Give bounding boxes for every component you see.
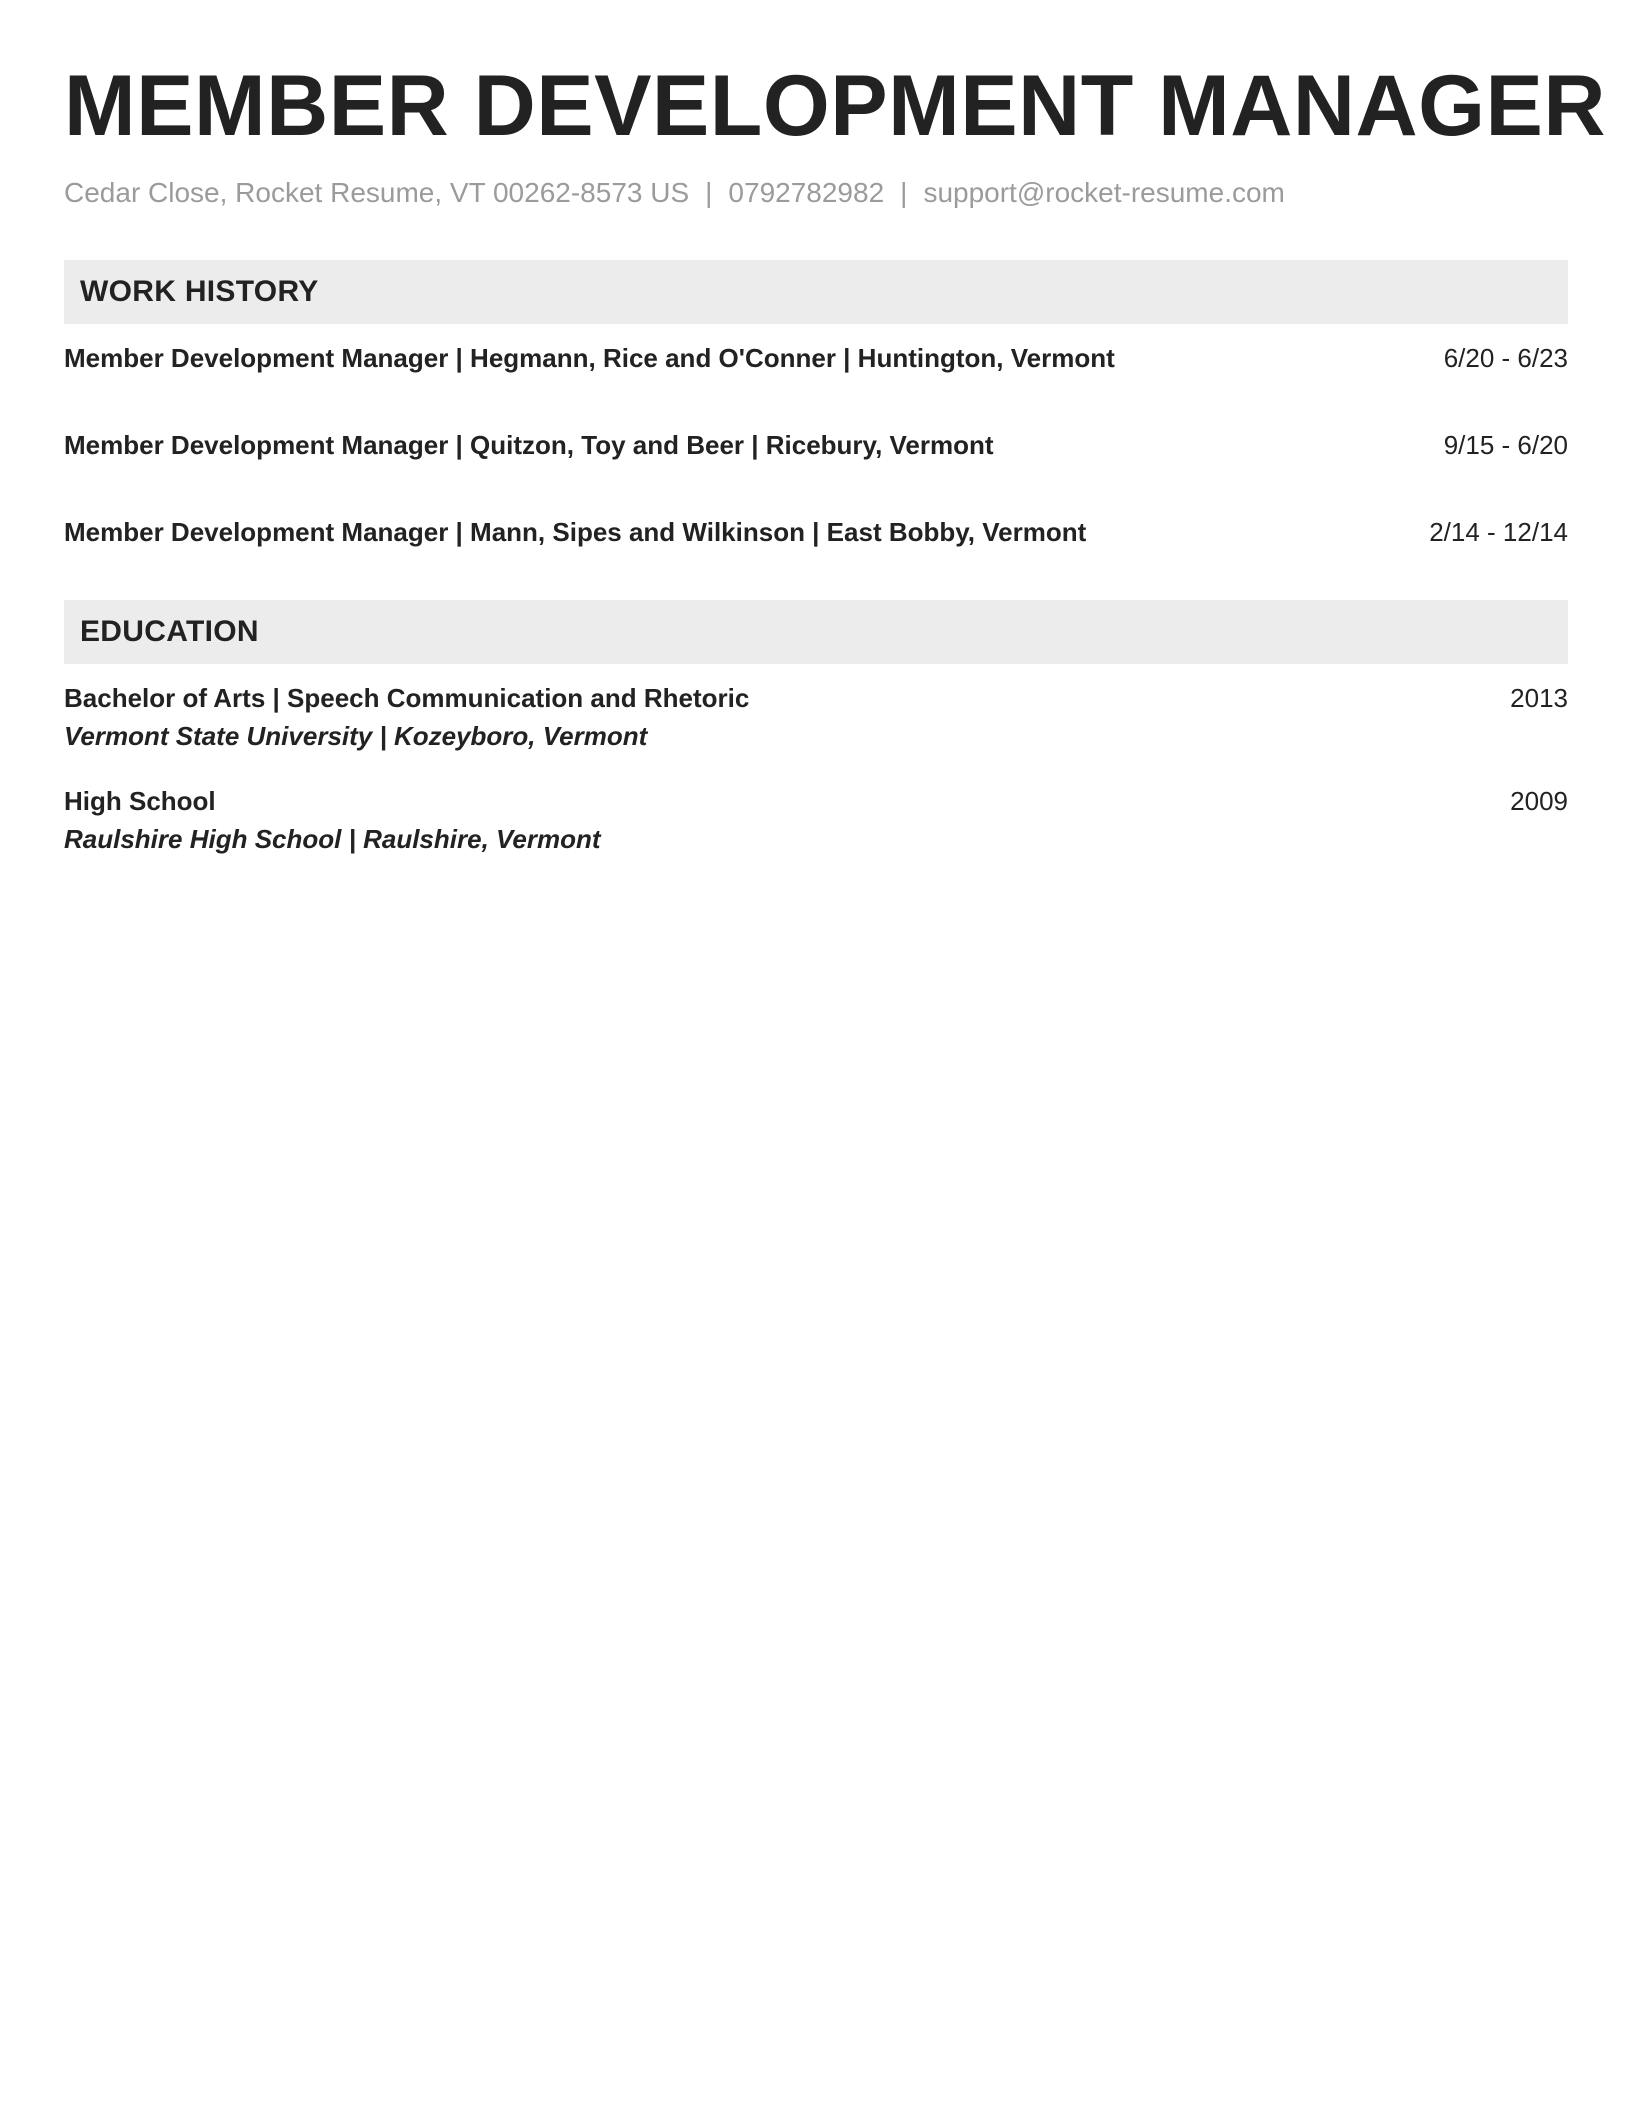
education-details: [64, 785, 601, 855]
contact-line: [64, 176, 1568, 210]
education-year: 2009: [1510, 786, 1568, 816]
work-history-entry: [64, 516, 1568, 548]
job-dates: 9/15 - 6/20: [1443, 430, 1568, 460]
contact-separator: |: [900, 177, 908, 208]
education-entry: [64, 682, 1568, 752]
job-dates: 2/14 - 12/14: [1429, 517, 1568, 547]
contact-address: Cedar Close, Rocket Resume, VT 00262-8573 US: [64, 177, 690, 208]
resume-name: MEMBER DEVELOPMENT MANAGER: [64, 58, 1606, 154]
contact-email: support@rocket-resume.com: [923, 177, 1285, 208]
contact-separator: |: [705, 177, 713, 208]
job-heading: Member Development Manager | Mann, Sipes and Wilkinson | East Bobby, Vermont: [64, 517, 1087, 547]
education-year: 2013: [1510, 683, 1568, 713]
education-degree: High School: [64, 786, 216, 816]
education-header: EDUCATION: [64, 600, 1568, 664]
education-entry: [64, 785, 1568, 855]
education-school: Vermont State University | Kozeyboro, Vermont: [64, 721, 648, 751]
education-degree: Bachelor of Arts | Speech Communication and Rhetoric: [64, 683, 750, 713]
job-heading: Member Development Manager | Hegmann, Rice and O'Conner | Huntington, Vermont: [64, 343, 1115, 373]
work-history-entry: [64, 429, 1568, 461]
work-history-header: WORK HISTORY: [64, 260, 1568, 324]
education-school: Raulshire High School | Raulshire, Vermont: [64, 824, 601, 854]
contact-phone: 0792782982: [728, 177, 885, 208]
job-heading: Member Development Manager | Quitzon, Toy and Beer | Ricebury, Vermont: [64, 430, 994, 460]
work-history-entry: [64, 342, 1568, 374]
job-dates: 6/20 - 6/23: [1443, 343, 1568, 373]
education-details: [64, 682, 749, 752]
